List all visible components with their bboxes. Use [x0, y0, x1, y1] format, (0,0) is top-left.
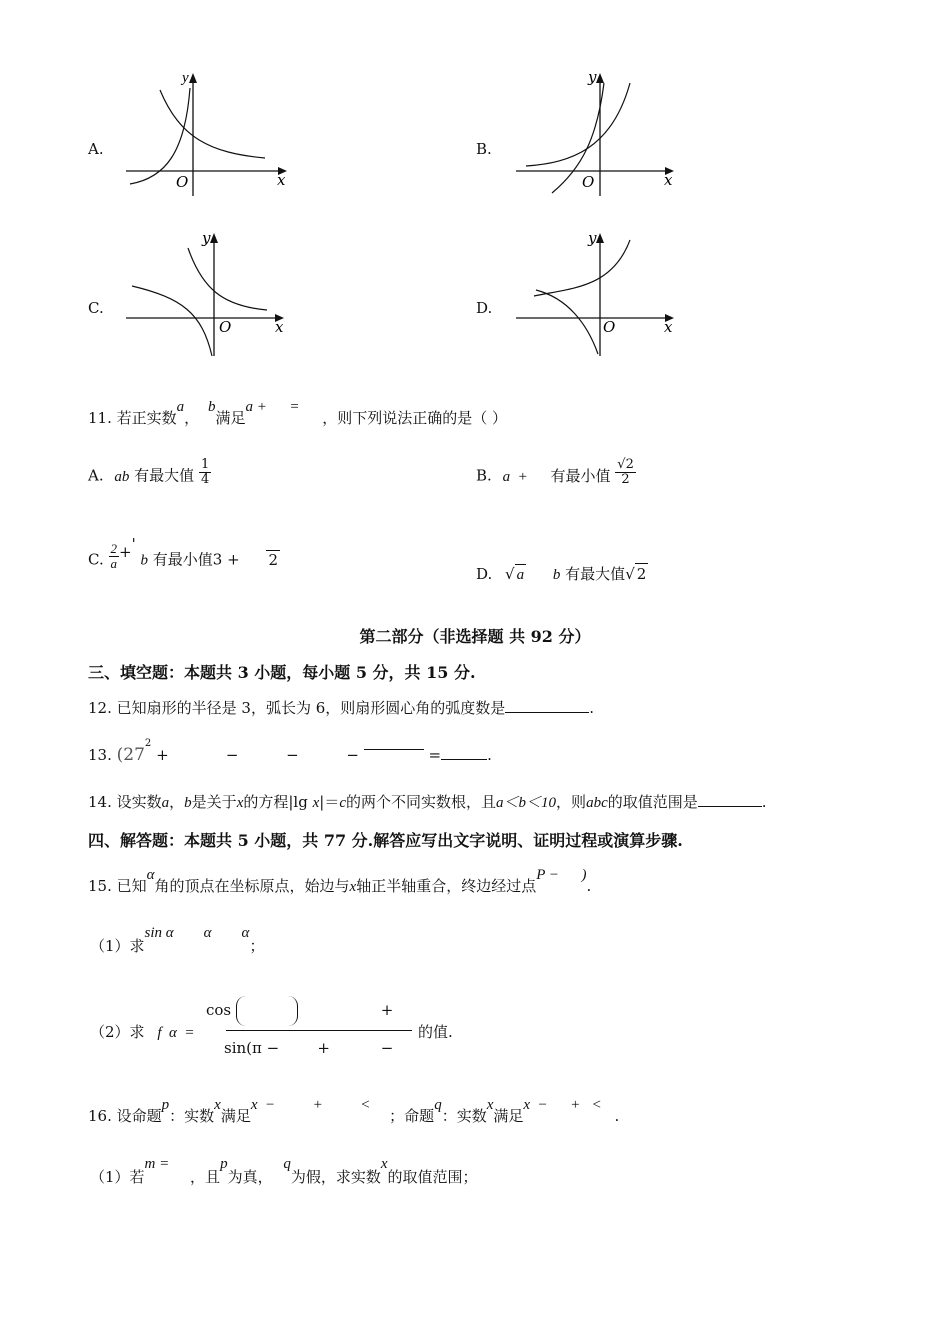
q11-number: 11.	[88, 409, 112, 427]
q14-text: |＝	[319, 793, 340, 811]
fraction: $\frac{2}{a}$	[110, 541, 117, 571]
answer-blank[interactable]	[505, 712, 589, 713]
option-var: b	[140, 552, 148, 569]
q12-end: .	[589, 699, 595, 717]
q16	[88, 1097, 620, 1127]
x-axis-label: x	[275, 318, 284, 336]
part2-label: （2）求	[90, 1023, 145, 1041]
q14-text: 的取值范围是	[607, 793, 698, 811]
q14-text: 是关于	[191, 793, 237, 811]
option-value: 3 +	[212, 550, 240, 569]
origin-label: O	[582, 173, 595, 191]
q11-equation: a + =	[245, 399, 300, 415]
origin-label: O	[176, 173, 189, 191]
graph-option-b	[512, 68, 692, 198]
q11-stem	[88, 399, 508, 429]
q14-number: 14.	[88, 793, 112, 811]
q16-text: ；命题	[389, 1107, 435, 1125]
condition-q: x − + <	[523, 1097, 602, 1113]
q11-option-b	[476, 457, 636, 491]
q16-end: .	[614, 1107, 620, 1125]
numerator-cos: cos	[206, 1001, 232, 1019]
fraction-bar	[226, 1030, 412, 1031]
q13-end: .	[487, 746, 492, 764]
section3-title: 三、填空题：本题共 3 小题，每小题 5 分，共 15 分.	[88, 663, 476, 682]
graph-option-c	[122, 228, 302, 363]
x-axis-label: x	[664, 318, 673, 336]
y-axis-label: y	[588, 68, 597, 86]
option-text: 有最小值	[550, 466, 611, 485]
q14-text: ，则	[556, 793, 587, 811]
y-axis-label: y	[182, 70, 189, 86]
option-text: 有最小值	[152, 550, 213, 569]
option-d-label: D.	[476, 299, 493, 317]
function-f: f α =	[157, 1025, 195, 1041]
paren-group	[236, 996, 298, 1026]
q14	[88, 792, 767, 813]
q15-part2-end: 的值.	[418, 1023, 453, 1041]
q16-text: ，且	[190, 1168, 221, 1186]
denominator-2: −	[380, 1039, 394, 1057]
q15	[88, 867, 592, 897]
x-axis-label: x	[277, 171, 286, 189]
point-p: P − )	[536, 867, 587, 883]
origin-label: O	[219, 318, 232, 336]
var-x: x	[486, 1097, 494, 1113]
part1-end: ；	[249, 937, 265, 955]
graph-option-a	[120, 68, 300, 198]
q13-operators: + − − −	[156, 746, 359, 764]
section4-title: 四、解答题：本题共 5 小题，共 77 分.解答应写出文字说明、证明过程或演算步骤.	[88, 831, 683, 850]
q16-part1	[90, 1156, 478, 1188]
part1-expression: sin α α α	[144, 925, 250, 941]
q11-var-a: a	[176, 399, 185, 415]
var-c: c	[339, 795, 347, 811]
option-label: A.	[88, 466, 104, 485]
q11-option-d: D. √ a b 有最大值√ 2	[476, 565, 647, 583]
q13-expression: (27	[116, 745, 145, 765]
q14-text: 的方程|lg	[243, 793, 308, 811]
option-b-label: B.	[476, 140, 492, 158]
var-x: x	[236, 795, 244, 811]
q13-equals: =	[428, 746, 442, 764]
q12-number: 12.	[88, 699, 112, 717]
q11-stem-text-2: 满足	[215, 409, 246, 427]
option-a-label: A.	[88, 140, 104, 158]
q15-number: 15.	[88, 877, 112, 895]
q15-text: 轴正半轴重合，终边经过点	[356, 877, 537, 895]
part1-label: （1）求	[90, 937, 145, 955]
option-tail: 2	[268, 550, 278, 569]
q11-var-b: b	[207, 399, 216, 415]
q14-text: 设实数	[116, 793, 162, 811]
q12-text: 已知扇形的半径是 3，弧长为 6，则扇形圆心角的弧度数是	[116, 699, 506, 717]
q13-number: 13.	[88, 746, 112, 764]
y-axis-label: y	[202, 229, 211, 247]
q15-part2	[90, 1022, 195, 1043]
numerator-plus: +	[380, 1001, 394, 1019]
sqrt-a: a	[515, 564, 527, 585]
q16-text: 满足	[493, 1107, 524, 1125]
q11-option-a	[88, 457, 211, 491]
answer-blank[interactable]	[441, 759, 487, 760]
var-q: q	[434, 1097, 442, 1113]
origin-label: O	[603, 318, 616, 336]
q15-part2-denominator	[224, 1038, 393, 1058]
q16-text: ：实数	[169, 1107, 215, 1125]
graph-option-d	[512, 228, 692, 363]
var-x: x	[380, 1156, 388, 1172]
part1-label: （1）若	[90, 1168, 145, 1186]
option-text: 有最大值	[134, 466, 195, 485]
option-text: 有最大值	[565, 565, 626, 583]
part2-title: 第二部分（非选择题 共 92 分）	[359, 627, 591, 646]
q16-text: 为真，	[227, 1168, 273, 1186]
denominator: sin(π − +	[224, 1039, 330, 1057]
q15-end: .	[586, 877, 592, 895]
q14-text: 的两个不同实数根，且	[346, 793, 497, 811]
q16-number: 16.	[88, 1107, 112, 1125]
option-expr: ab	[114, 468, 130, 485]
x-axis-label: x	[664, 171, 673, 189]
option-var: b	[552, 567, 561, 583]
var-b: b	[184, 795, 192, 811]
fraction: $\frac{1}{4}$	[200, 457, 210, 487]
q16-text: ：实数	[441, 1107, 487, 1125]
q15-part1	[90, 925, 265, 957]
option-c-label: C.	[88, 299, 104, 317]
inequality: a＜b＜10	[496, 795, 557, 811]
option-label: D.	[476, 565, 493, 583]
var-m: m =	[144, 1156, 170, 1172]
sqrt-2: 2	[636, 565, 647, 583]
option-label: C.	[88, 550, 104, 569]
var-x: x	[349, 879, 357, 895]
q12	[88, 698, 594, 718]
q13	[88, 738, 492, 768]
var-x: x	[214, 1097, 221, 1113]
separator: ，	[169, 793, 185, 811]
q16-text: 的取值范围；	[387, 1168, 478, 1186]
tick-mark: '	[131, 534, 136, 553]
option-expr: a +	[502, 468, 528, 485]
var-abc: abc	[586, 795, 608, 811]
q11-stem-text-3: ，则下列说法正确的是（ ）	[322, 409, 508, 427]
var-alpha: α	[146, 867, 155, 883]
q15-part2-numerator	[206, 996, 393, 1026]
q11-comma: ，	[184, 409, 200, 427]
q15-text: 角的顶点在坐标原点，始边与	[154, 877, 350, 895]
plus-sign: +	[119, 542, 132, 561]
q16-text: 设命题	[116, 1107, 162, 1125]
var-q: q	[283, 1156, 291, 1172]
q14-end: .	[761, 793, 767, 811]
var-x: x	[312, 795, 320, 811]
q16-text: 满足	[220, 1107, 251, 1125]
condition-p: x − + <	[250, 1097, 371, 1113]
y-axis-label: y	[588, 229, 597, 247]
fraction: $\frac{√2}{2}$	[617, 457, 634, 487]
var-p: p	[220, 1156, 228, 1172]
q11-option-c	[88, 534, 280, 575]
q13-exponent: 2	[144, 738, 152, 749]
option-label: B.	[476, 466, 492, 485]
q16-text: 为假，求实数	[290, 1168, 381, 1186]
var-a: a	[161, 795, 170, 811]
var-p: p	[161, 1097, 170, 1113]
q15-text: 已知	[116, 877, 147, 895]
q13-radical	[364, 749, 424, 750]
q11-stem-text: 若正实数	[116, 409, 177, 427]
answer-blank[interactable]	[698, 806, 762, 807]
